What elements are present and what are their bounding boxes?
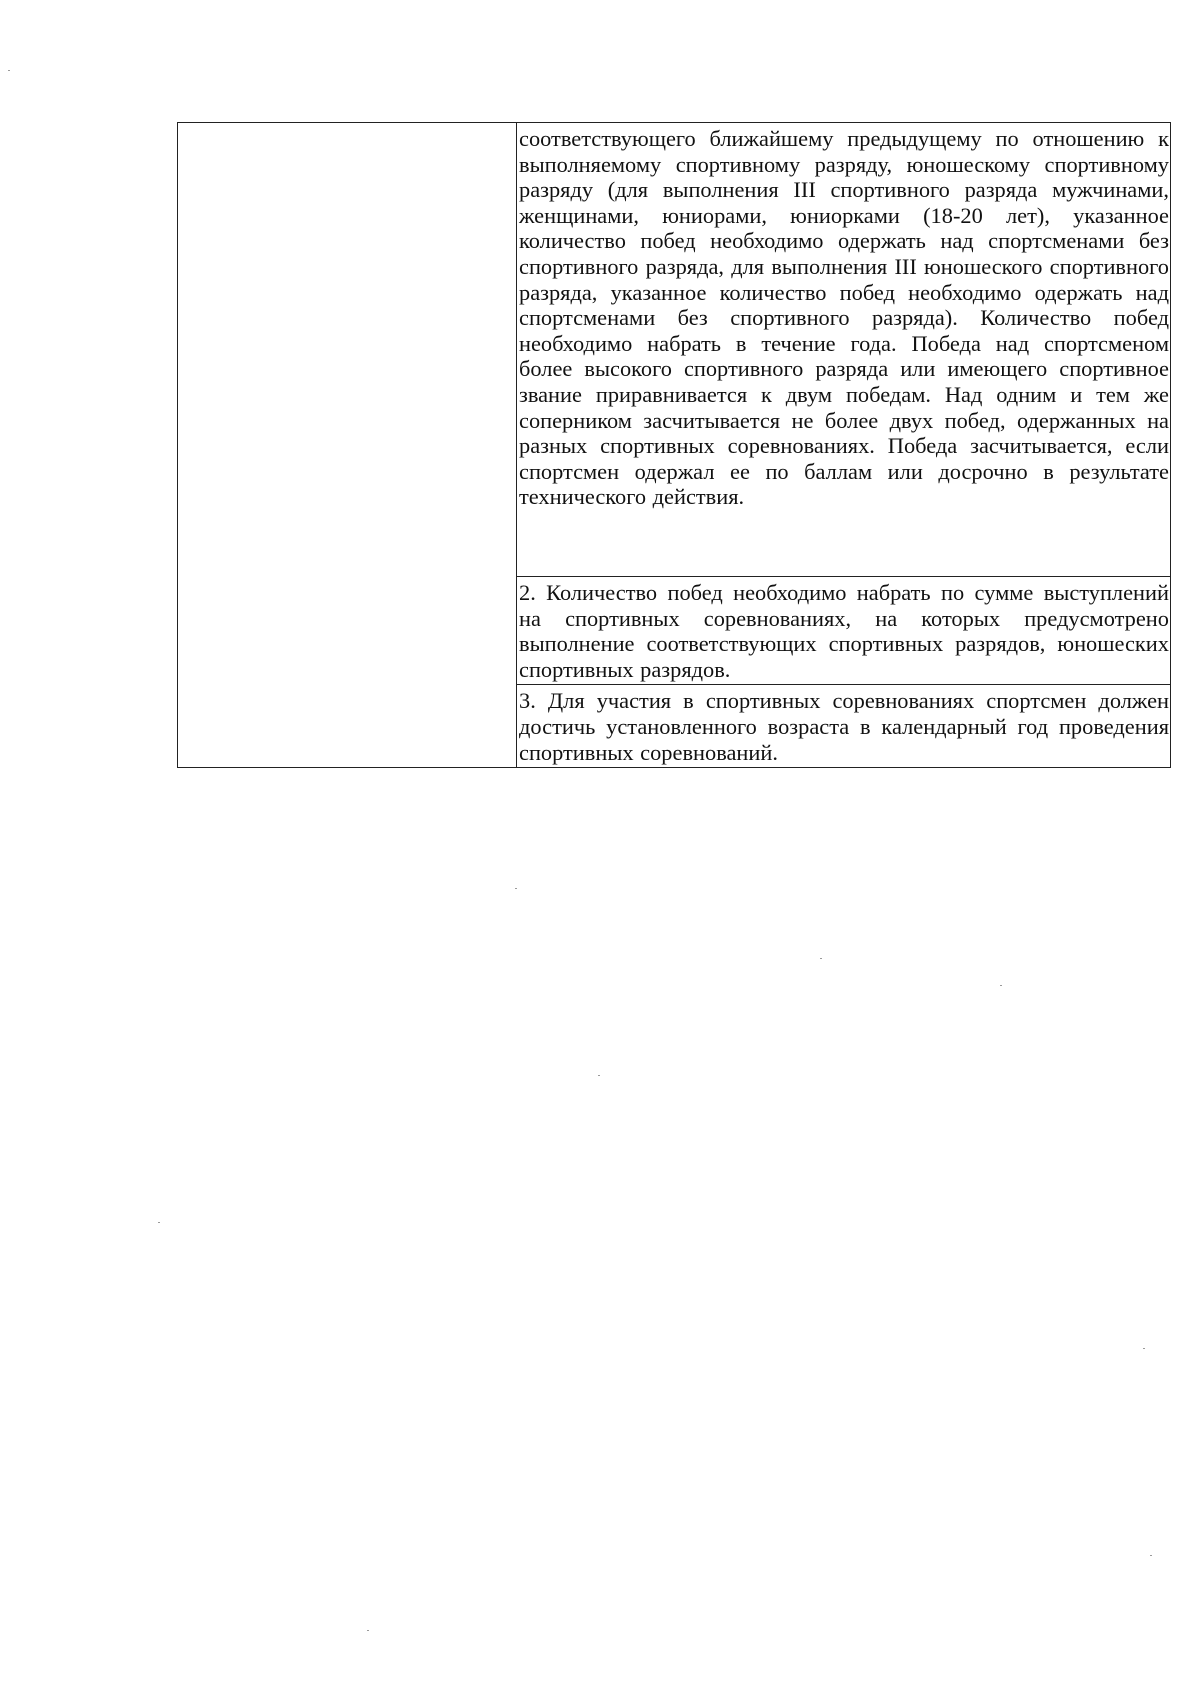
table-cell-left-text bbox=[178, 123, 516, 128]
scan-speck bbox=[515, 888, 517, 889]
scan-speck bbox=[598, 1075, 600, 1076]
scan-speck bbox=[367, 1630, 369, 1631]
table-cell-note-2 bbox=[517, 577, 1171, 685]
scan-speck bbox=[158, 1222, 160, 1223]
scan-speck bbox=[820, 958, 822, 959]
table-cell-note-3 bbox=[517, 685, 1171, 768]
requirements-table bbox=[177, 122, 1171, 768]
note-continuation-text: соответствующего ближайшему предыдущему по отношению к выполняемому спортивному разряду, юношескому спортивному разряду (для выполнения III спортивного разряда мужчинами, женщинами, юниорами, юниорками (18-20 лет), указанное количество побед необходимо одержать над спортсменами без спортивного разряда, для выполнения III юношеского спортивного разряда, указанное количество побед необходимо одержать над спортсменами без спортивного разряда). Количество побед необходимо набрать в течение года. Победа над спортсменом более высокого спортивного разряда или имеющего спортивное звание приравнивается к двум победам. Над одним и тем же соперником засчитывается не более двух побед, одержанных на разных спортивных соревнованиях. Победа засчитывается, если спортсмен одержал ее по баллам или досрочно в результате технического действия. bbox=[519, 126, 1169, 510]
scan-speck bbox=[8, 70, 10, 71]
note-2-text: 2. Количество побед необходимо набрать по сумме выступлений на спортивных соревнованиях, на которых предусмотрено выполнение соответствующих спортивных разрядов, юношеских спортивных разрядов. bbox=[519, 580, 1169, 682]
scan-speck bbox=[1000, 985, 1002, 986]
scan-speck bbox=[1150, 1555, 1152, 1556]
scan-speck bbox=[1143, 1348, 1145, 1349]
note-3-text: 3. Для участия в спортивных соревнованиях спортсмен должен достичь установленного возраста в календарный год проведения спортивных соревнований. bbox=[519, 688, 1169, 765]
table-row bbox=[178, 123, 1171, 577]
table-cell-left bbox=[178, 123, 517, 768]
table-cell-conditions bbox=[517, 123, 1171, 577]
